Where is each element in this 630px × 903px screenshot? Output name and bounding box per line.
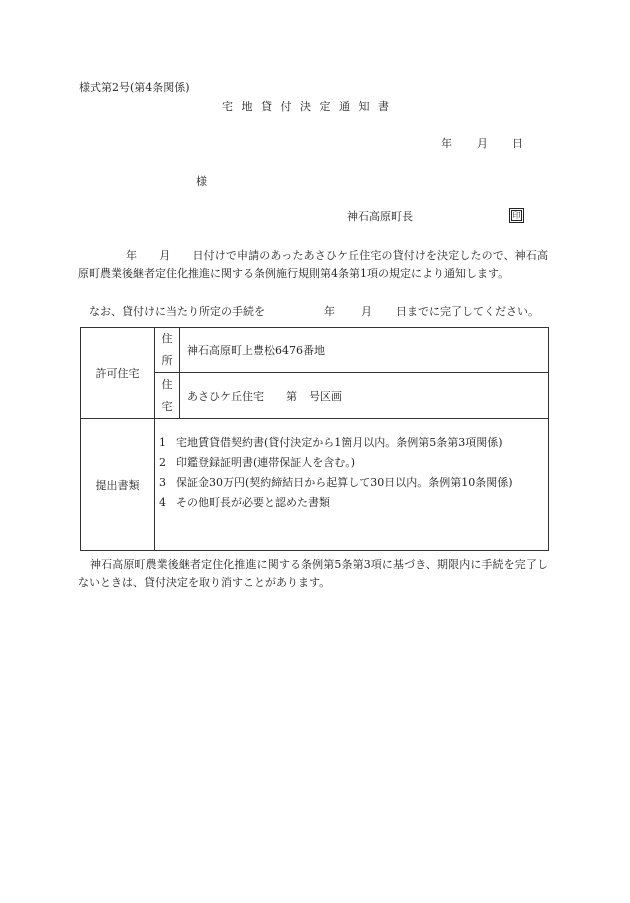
note-suffix: 日までに完了してください。 (396, 305, 539, 318)
list-item: 2 印鑑登録証明書(連帯保証人を含む。) (159, 456, 356, 469)
seal-label: 印 (512, 211, 521, 220)
documents-list (155, 419, 548, 513)
list-item: 4 その他町長が必要と認めた書類 (159, 496, 330, 509)
document-title: 宅地貸付決定通知書 (222, 100, 398, 113)
closing-paragraph: 神石高原町農業後継者定住化推進に関する条例第5条第3項に基づき、期限内に手続を完了しないときは、貸付決定を取り消すことがあります。 (78, 558, 548, 589)
date-year-label: 年 (441, 137, 452, 150)
date-month-label: 月 (477, 137, 488, 150)
notice-paragraph (78, 247, 548, 283)
list-item: 3 保証金30万円(契約締結日から起算して30日以内。条例第10条関係) (159, 476, 513, 489)
paragraph-month: 月 (159, 249, 171, 262)
date-day-label: 日 (512, 137, 523, 150)
address-value: 神石高原町上豊松6476番地 (180, 328, 549, 373)
seal-stamp (509, 208, 524, 223)
list-item: 1 宅地賃貸借契約書(貸付決定から1箇月以内。条例第5条第3項関係) (159, 436, 503, 449)
housing-label: 住 宅 (155, 373, 180, 419)
recipient-honorific: 様 (196, 175, 207, 188)
permit-details-table (80, 327, 549, 551)
date-line (0, 137, 630, 151)
note-year: 年 (324, 305, 335, 318)
address-label: 住 所 (155, 328, 180, 373)
issuer-name: 神石高原町長 (347, 210, 413, 223)
note-month: 月 (361, 305, 372, 318)
documents-label: 提出書類 (81, 419, 155, 551)
housing-value: あさひケ丘住宅 第 号区画 (180, 373, 549, 419)
note-prefix: なお、貸付けに当たり所定の手続を (89, 305, 265, 318)
form-number: 様式第2号(第4条関係) (79, 81, 190, 94)
paragraph-year: 年 (126, 249, 138, 262)
permit-housing-label: 許可住宅 (81, 328, 155, 419)
paragraph-rest: 日付けで申請のあったあさひケ丘住宅の貸付けを決定したので、神石高原町農業後継者定住化推進に関する条例施行規則第4条第1項の規定により通知します。 (78, 249, 548, 280)
documents-list-cell (155, 419, 549, 551)
